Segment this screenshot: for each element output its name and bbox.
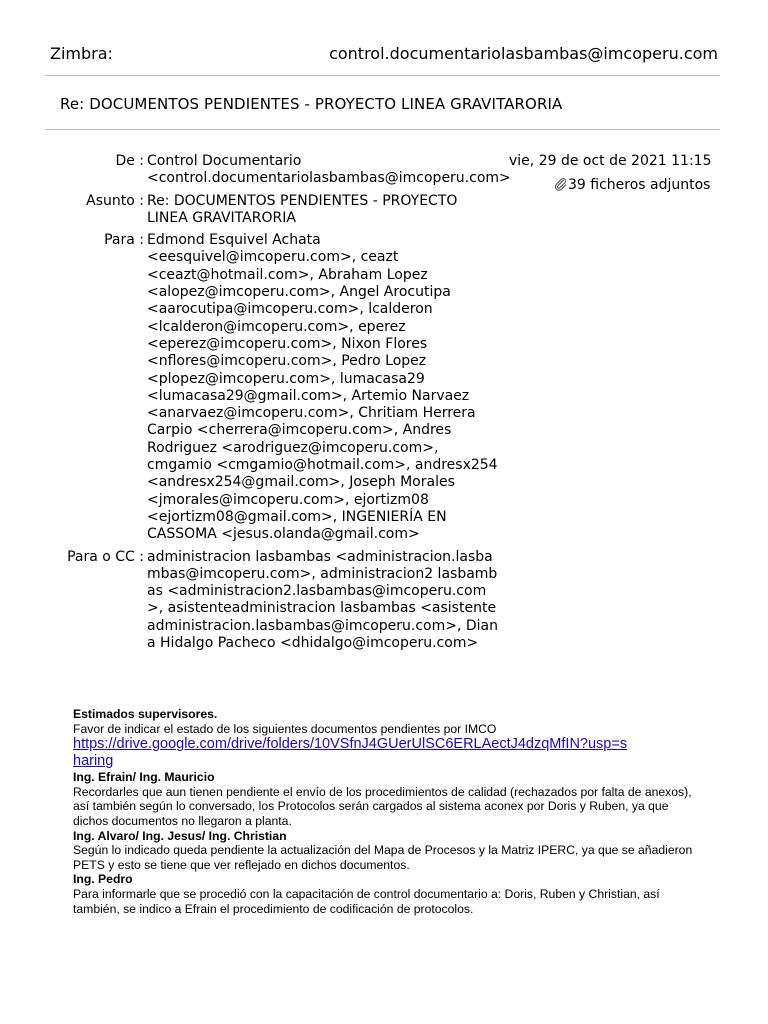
message-header [0, 153, 768, 657]
cc-label: Para o CC : [67, 548, 144, 565]
message-subject-title: Re: DOCUMENTOS PENDIENTES - PROYECTO LINEA GRAVITARORIA [60, 95, 563, 113]
subject-label: Asunto : [86, 192, 144, 209]
section-1-text: Recordarles que aun tienen pendiente el envío de los procedimientos de calidad (rechazados por falta de anexos), así también según lo conversado, los Protocolos serán cargados al sistema aconex por Doris y Ruben, ya que dichos documentos no llegaron a planta. [73, 784, 692, 828]
from-value [147, 153, 511, 188]
cc-row [0, 549, 768, 653]
account-email: control.documentariolasbambas@imcoperu.com [329, 44, 718, 63]
from-label: De : [115, 153, 144, 169]
section-2-title: Ing. Alvaro/ Ing. Jesus/ Ing. Christian [73, 828, 287, 843]
section-3-title: Ing. Pedro [73, 872, 133, 887]
divider-subject [45, 129, 720, 130]
to-row [0, 232, 768, 543]
section-3-text: Para informarle que se procedió con la capacitación de control documentario a: Doris, Ruben y Christian, así también, se indico a Efrain el procedimiento de codificación de protocolos. [73, 886, 660, 916]
divider-top [45, 75, 720, 76]
body-intro: Favor de indicar el estado de los siguientes documentos pendientes por IMCO [73, 721, 497, 736]
app-name: Zimbra: [50, 44, 113, 63]
section-1-title: Ing. Efrain/ Ing. Mauricio [73, 770, 215, 785]
section-2-text: Según lo indicado queda pendiente la actualización del Mapa de Procesos y la Matriz IPERC, ya que se añadieron PETS y esto se tiene que ver reflejado en dichos documentos. [73, 843, 693, 872]
from-email: <control.documentariolasbambas@imcoperu.com> [147, 170, 511, 187]
subject-row [0, 193, 768, 228]
paperclip-icon [553, 177, 568, 191]
from-row [0, 153, 768, 193]
message-date: vie, 29 de oct de 2021 11:15 [509, 153, 712, 169]
from-name: Control Documentario [147, 153, 302, 169]
drive-link[interactable]: https://drive.google.com/drive/folders/10VSfnJ4GUerUlSC6ERLAectJ4dzqMfIN?usp=sharing [73, 736, 628, 770]
to-label: Para : [104, 232, 144, 249]
body-greeting: Estimados supervisores. [73, 707, 218, 721]
attachments-count: 39 ficheros adjuntos [568, 177, 711, 193]
print-header [50, 44, 718, 68]
message-body [73, 707, 693, 916]
cc-value: administracion lasbambas <administracion.lasbambas@imcoperu.com>, administracion2 lasbambas <administracion2.lasbambas@imcoperu.com>, asistenteadministracion lasbambas <asistenteadministracion.lasbambas@imcoperu.com>, Diana Hidalgo Pacheco <dhidalgo@imcoperu.com> [147, 548, 498, 652]
to-value: Edmond Esquivel Achata <eesquivel@imcoperu.com>, ceazt <ceazt@hotmail.com>, Abraham Lopez <alopez@imcoperu.com>, Angel Arocutipa <aarocutipa@imcoperu.com>, lcalderon <lcalderon@imcoperu.com>, eperez <eperez@imcoperu.com>, Nixon Flores <nflores@imcoperu.com>, Pedro Lopez <plopez@imcoperu.com>, lumacasa29 <lumacasa29@gmail.com>, Artemio Narvaez <anarvaez@imcoperu.com>, Chritiam Herrera Carpio <cherrera@imcoperu.com>, Andres Rodriguez <arodriguez@imcoperu.com>, cmgamio <cmgamio@hotmail.com>, andresx254 <andresx254@gmail.com>, Joseph Morales <jmorales@imcoperu.com>, ejortizm08 <ejortizm08@gmail.com>, INGENIERÍA EN CASSOMA <jesus.olanda@gmail.com> [147, 232, 498, 543]
subject-value: Re: DOCUMENTOS PENDIENTES - PROYECTO LINEA GRAVITARORIA [147, 192, 458, 226]
